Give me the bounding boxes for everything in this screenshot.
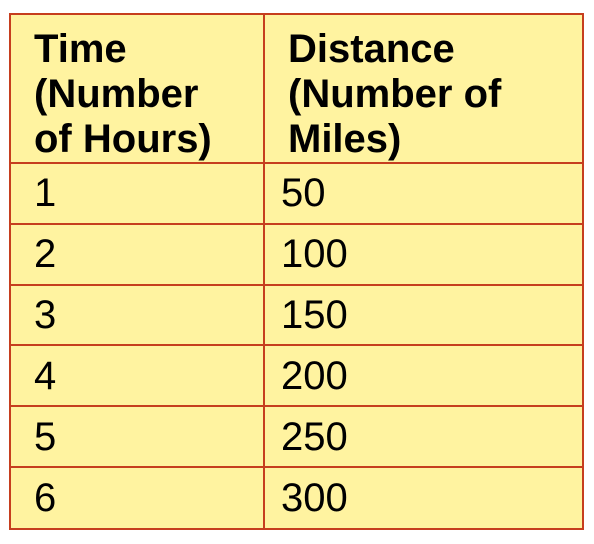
header-distance-line-3: Miles) — [288, 117, 402, 161]
time-distance-table — [9, 13, 584, 530]
header-distance — [264, 15, 582, 163]
header-time — [11, 15, 264, 163]
table-row — [11, 285, 582, 346]
header-row — [11, 15, 582, 163]
time-cell: 2 — [11, 224, 264, 285]
distance-cell: 250 — [264, 406, 582, 467]
time-cell: 4 — [11, 345, 264, 406]
time-cell: 5 — [11, 406, 264, 467]
header-distance-line-2: (Number of — [288, 72, 502, 116]
time-cell: 6 — [11, 467, 264, 528]
table-row — [11, 163, 582, 224]
distance-cell: 50 — [264, 163, 582, 224]
header-time-line-1: Time — [34, 27, 127, 71]
table — [11, 15, 582, 528]
distance-cell: 150 — [264, 285, 582, 346]
header-time-line-2: (Number — [34, 72, 199, 116]
header-time-line-3: of Hours) — [34, 117, 212, 161]
distance-cell: 300 — [264, 467, 582, 528]
table-row — [11, 467, 582, 528]
table-row — [11, 345, 582, 406]
distance-cell: 200 — [264, 345, 582, 406]
time-cell: 1 — [11, 163, 264, 224]
table-row — [11, 406, 582, 467]
distance-cell: 100 — [264, 224, 582, 285]
time-cell: 3 — [11, 285, 264, 346]
header-distance-line-1: Distance — [288, 27, 455, 71]
table-row — [11, 224, 582, 285]
